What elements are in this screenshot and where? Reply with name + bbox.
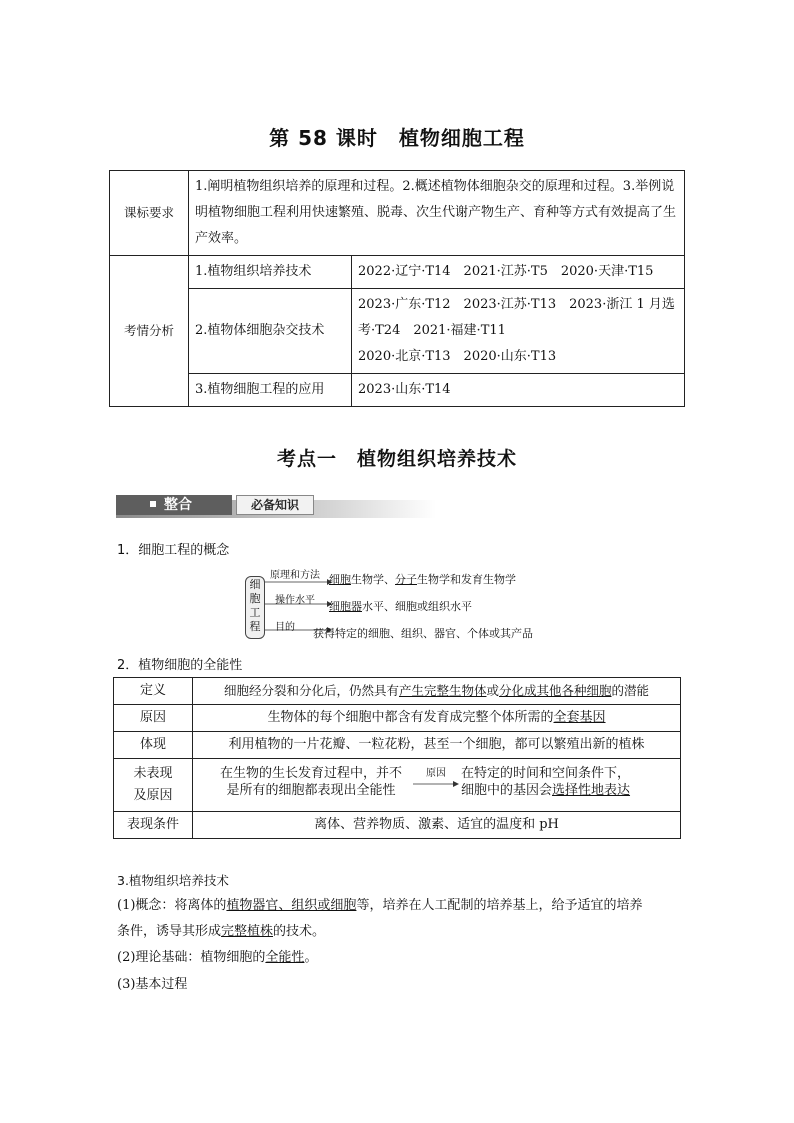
branch2-label: 操作水平 (275, 595, 315, 606)
exam-topic-1: 1.植物组织培养技术 (189, 256, 352, 289)
concept-text-f: 的技术。 (273, 924, 326, 939)
concept-line-1 (117, 893, 717, 919)
exam-refs-2 (352, 289, 685, 374)
def-underline-complete-organism: 产生完整生物体 (398, 683, 487, 698)
b1-text-a: 生物学、 (351, 573, 395, 586)
concept-underline-plant: 完整植株 (221, 924, 274, 939)
reason-text: 生物体的每个细胞中都含有发育成完整个体所需的 (267, 710, 554, 725)
exam-refs-2-line2: 2020·北京·T13 2020·山东·T13 (358, 349, 557, 364)
def-text-a: 细胞经分裂和分化后，仍然具有 (223, 683, 399, 698)
concept-paragraph (117, 893, 717, 945)
arrow-label-reason: 原因 (426, 768, 446, 779)
theory-text-a: (2)理论基础：植物细胞的 (117, 950, 266, 965)
banner-light-label: 必备知识 (236, 495, 314, 515)
def-text-potential: 的潜能 (611, 683, 650, 698)
right-underline-selective: 选择性地表达 (552, 783, 631, 798)
unexpressed-content (193, 759, 681, 812)
exam-refs-1: 2022·辽宁·T14 2021·江苏·T5 2020·天津·T15 (352, 256, 685, 289)
right-text: 细胞中的基因会 (461, 783, 553, 798)
banner-dark-tab (116, 495, 232, 515)
embodiment-label: 体现 (114, 732, 193, 759)
unexpressed-right-2 (461, 782, 671, 799)
banner-dark-label: 整合 (164, 497, 192, 513)
heading-cell-engineering: 1．细胞工程的概念 (117, 543, 230, 558)
def-underline-differentiate: 分化成其他各种细胞 (499, 683, 612, 698)
page-title: 第 58 课时 植物细胞工程 (269, 126, 525, 150)
concept-line-2 (117, 919, 717, 945)
concept-text-a: (1)概念：将离体的 (117, 898, 227, 913)
unexpressed-right (461, 765, 671, 799)
cell-engineering-box: 细胞工程 (245, 576, 265, 639)
exam-refs-3: 2023·山东·T14 (352, 374, 685, 407)
exam-topic-2: 2.植物体细胞杂交技术 (189, 289, 352, 374)
exam-analysis-label: 考情分析 (110, 256, 189, 407)
definition-label: 定义 (114, 678, 193, 705)
section-banner (116, 495, 436, 519)
exam-refs-2-line1: 2023·广东·T12 2023·江苏·T13 2023·浙江 1 月选考·T24 2021·福建·T11 (358, 297, 675, 338)
theory-text-c: 。 (304, 950, 318, 965)
b2-text: 水平、细胞或组织水平 (362, 600, 472, 613)
branch2-text (329, 598, 472, 614)
embodiment-content: 利用植物的一片花瓣、一粒花粉，甚至一个细胞，都可以繁殖出新的植株 (193, 732, 681, 759)
exam-topic-3: 3.植物细胞工程的应用 (189, 374, 352, 407)
b1-text-b: 生物学和发育生物学 (417, 573, 516, 586)
totipotency-table (113, 677, 681, 839)
b1-underlined-molecular: 分子 (395, 573, 417, 586)
unexpressed-left-2: 是所有的细胞都表现出全能性 (226, 783, 396, 798)
curriculum-requirement-label: 课标要求 (110, 171, 189, 256)
heading-tissue-culture: 3.植物组织培养技术 (117, 873, 229, 888)
b2-underlined-organelle: 细胞器 (329, 600, 362, 613)
unexpressed-left-1: 在生物的生长发育过程中，并不 (219, 766, 402, 781)
branch1-label: 原理和方法 (270, 570, 320, 581)
branch1-text (329, 571, 516, 587)
unexpressed-right-1: 在特定的时间和空间条件下， (461, 766, 631, 781)
reason-underline-genes: 全套基因 (553, 710, 606, 725)
basic-process-heading: (3)基本过程 (117, 977, 188, 992)
reason-arrow (199, 763, 499, 807)
b1-underlined-cell: 细胞 (329, 573, 351, 586)
unexpressed-label (114, 759, 193, 812)
curriculum-table (109, 170, 685, 407)
square-bullet-icon (150, 501, 156, 507)
branch3-text: 获得特定的细胞、组织、器官、个体或其产品 (313, 627, 533, 640)
section-title: 考点一 植物组织培养技术 (276, 448, 517, 470)
reason-label: 原因 (114, 705, 193, 732)
unexpressed-label-2: 及原因 (133, 788, 173, 803)
curriculum-requirement-content: 1.阐明植物组织培养的原理和过程。2.概述植物体细胞杂交的原理和过程。3.举例说明植物细胞工程利用快速繁殖、脱毒、次生代谢产物生产、育种等方式有效提高了生产效率。 (189, 171, 685, 256)
concept-text-d: 条件，诱导其形成 (117, 924, 222, 939)
condition-label: 表现条件 (114, 812, 193, 839)
concept-diagram (245, 566, 575, 640)
definition-content (193, 678, 681, 705)
reason-content (193, 705, 681, 732)
concept-text-c: 等，培养在人工配制的培养基上，给予适宜的培养 (356, 898, 643, 913)
heading-totipotency: 2．植物细胞的全能性 (117, 658, 243, 673)
theory-paragraph (117, 945, 717, 971)
branch3-label: 目的 (275, 622, 295, 633)
unexpressed-label-1: 未表现 (133, 766, 173, 781)
condition-content: 离体、营养物质、激素、适宜的温度和 pH (193, 812, 681, 839)
def-text-or: 或 (486, 683, 499, 698)
theory-underline-totipotency: 全能性 (265, 950, 305, 965)
concept-underline-organs: 植物器官、组织或细胞 (226, 898, 357, 913)
